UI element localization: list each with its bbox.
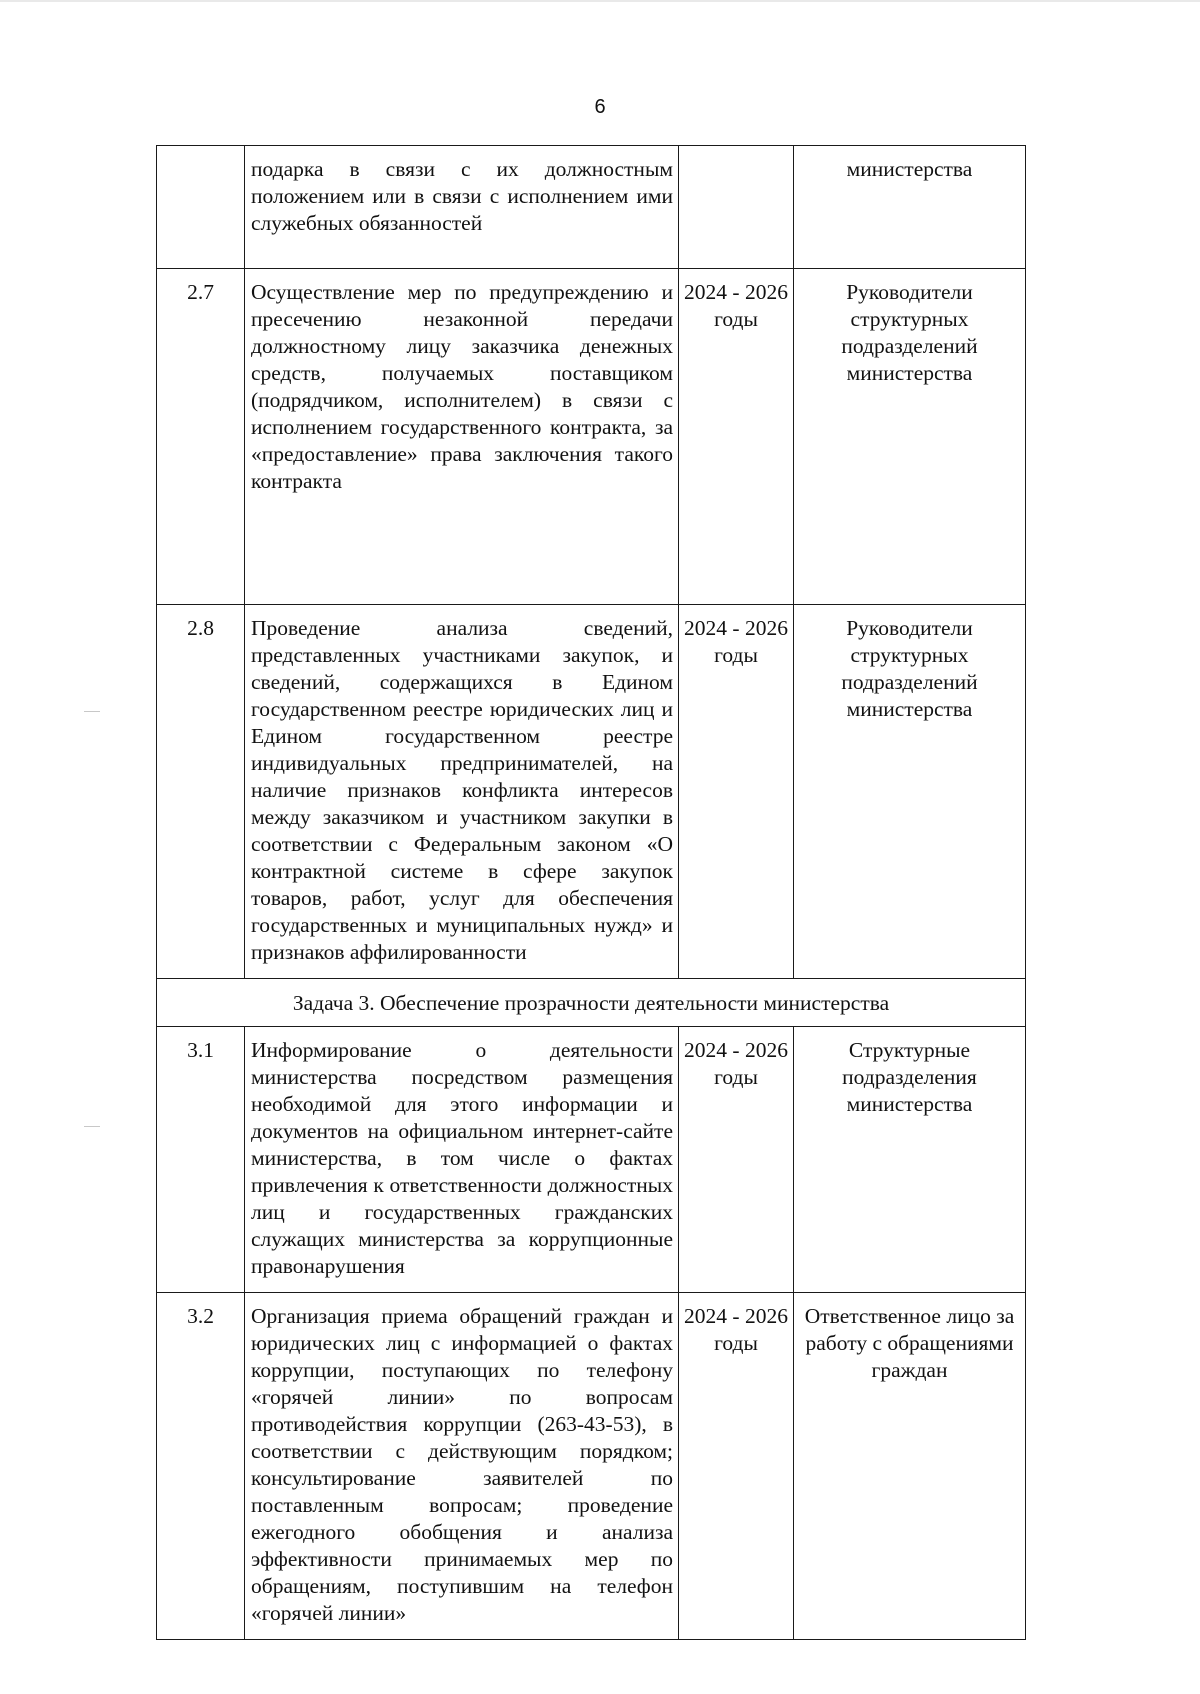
margin-scan-mark	[84, 1126, 100, 1127]
measure-period	[679, 146, 794, 269]
measure-responsible: Руководители структурных подразделений министерства	[794, 269, 1026, 605]
measure-period: 2024 - 2026 годы	[679, 1293, 794, 1640]
measures-table	[156, 145, 1026, 1640]
measure-period: 2024 - 2026 годы	[679, 605, 794, 979]
table-row-3-2	[157, 1293, 1026, 1640]
table-row-3-1	[157, 1027, 1026, 1293]
task-3-heading: Задача 3. Обеспечение прозрачности деятельности министерства	[157, 979, 1026, 1027]
page-top-edge	[0, 0, 1200, 2]
measure-description: Проведение анализа сведений, представленных участниками закупок, и сведений, содержащихся в Едином государственном реестре юридических лиц и Едином государственном реестре индивидуальных предпринимателей, на наличие признаков конфликта интересов между заказчиком и участником закупки в соответствии с Федеральным законом «О контрактной системе в сфере закупок товаров, работ, услуг для обеспечения государственных и муниципальных нужд» и признаков аффилированности	[245, 605, 679, 979]
row-number: 3.2	[157, 1293, 245, 1640]
measure-description: Осуществление мер по предупреждению и пресечению незаконной передачи должностному лицу заказчика денежных средств, получаемых поставщиком (подрядчиком, исполнителем) в связи с исполнением государственного контракта, за «предоставление» права заключения такого контракта	[245, 269, 679, 605]
row-number	[157, 146, 245, 269]
task-heading-row	[157, 979, 1026, 1027]
table-row-continued	[157, 146, 1026, 269]
page-number: 6	[594, 96, 606, 118]
margin-scan-mark	[84, 711, 100, 712]
measure-period: 2024 - 2026 годы	[679, 269, 794, 605]
measure-period: 2024 - 2026 годы	[679, 1027, 794, 1293]
row-number: 3.1	[157, 1027, 245, 1293]
table-row-2-7	[157, 269, 1026, 605]
row-number: 2.7	[157, 269, 245, 605]
measure-responsible: министерства	[794, 146, 1026, 269]
row-number: 2.8	[157, 605, 245, 979]
measure-description: Информирование о деятельности министерства посредством размещения необходимой для этого информации и документов на официальном интернет-сайте министерства, в том числе о фактах привлечения к ответственности должностных лиц и государственных гражданских служащих министерства за коррупционные правонарушения	[245, 1027, 679, 1293]
measure-description: подарка в связи с их должностным положением или в связи с исполнением ими служебных обязанностей	[245, 146, 679, 269]
measure-responsible: Руководители структурных подразделений министерства	[794, 605, 1026, 979]
table-row-2-8	[157, 605, 1026, 979]
measure-description: Организация приема обращений граждан и юридических лиц с информацией о фактах коррупции, поступающих по телефону «горячей линии» по вопросам противодействия коррупции (263-43-53), в соответствии с действующим порядком; консультирование заявителей по поставленным вопросам; проведение ежегодного обобщения и анализа эффективности принимаемых мер по обращениям, поступившим на телефон «горячей линии»	[245, 1293, 679, 1640]
measure-responsible: Структурные подразделения министерства	[794, 1027, 1026, 1293]
measure-responsible: Ответственное лицо за работу с обращениями граждан	[794, 1293, 1026, 1640]
